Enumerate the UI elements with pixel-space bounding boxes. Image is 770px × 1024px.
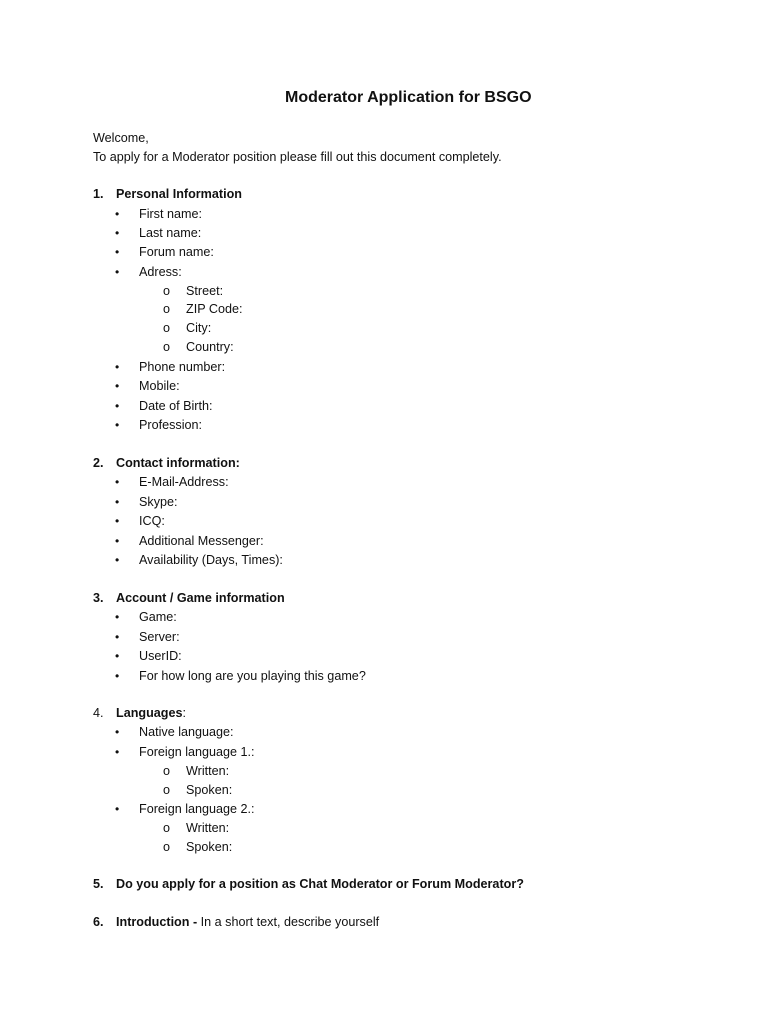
list-item: Forum name: [139, 245, 214, 259]
list-item: ICQ: [139, 514, 165, 528]
list-item: Mobile: [139, 379, 180, 393]
sub-bullet-icon: o [163, 321, 171, 335]
section-number: 5. [93, 877, 104, 891]
list-item: Additional Messenger: [139, 534, 264, 548]
bullet-icon: • [115, 630, 120, 644]
list-item: Native language: [139, 725, 234, 739]
section-number: 1. [93, 187, 104, 201]
sub-list-item: City: [186, 321, 212, 335]
sub-bullet-icon: o [163, 284, 171, 298]
section-title: Contact information: [116, 456, 240, 470]
list-item: Adress: [139, 265, 182, 279]
bullet-icon: • [115, 610, 120, 624]
bullet-icon: • [115, 553, 120, 567]
bullet-icon: • [115, 418, 120, 432]
list-item: Game: [139, 610, 177, 624]
bullet-icon: • [115, 495, 120, 509]
sub-list-item: Spoken: [186, 840, 233, 854]
bullet-icon: • [115, 360, 120, 374]
list-item: For how long are you playing this game? [139, 669, 366, 683]
list-item: Foreign language 2.: [139, 802, 255, 816]
section-title [116, 706, 186, 720]
bullet-icon: • [115, 725, 120, 739]
sub-bullet-icon: o [163, 840, 171, 854]
welcome-text: Welcome, [93, 131, 149, 145]
list-item: Availability (Days, Times): [139, 553, 283, 567]
document-title: Moderator Application for BSGO [285, 89, 532, 106]
section-title-suffix: : [182, 706, 186, 720]
list-item: Profession: [139, 418, 202, 432]
bullet-icon: • [115, 745, 120, 759]
list-item: Foreign language 1.: [139, 745, 255, 759]
bullet-icon: • [115, 475, 120, 489]
section-number: 4. [93, 706, 104, 720]
sub-list-item: ZIP Code: [186, 302, 243, 316]
section-title-suffix: In a short text, describe yourself [200, 915, 380, 929]
sub-bullet-icon: o [163, 302, 171, 316]
intro-text: To apply for a Moderator position please fill out this document completely. [93, 150, 502, 164]
sub-bullet-icon: o [163, 821, 171, 835]
bullet-icon: • [115, 245, 120, 259]
section-title: Do you apply for a position as Chat Moderator or Forum Moderator? [116, 877, 524, 891]
bullet-icon: • [115, 226, 120, 240]
sub-list-item: Spoken: [186, 783, 233, 797]
bullet-icon: • [115, 379, 120, 393]
bullet-icon: • [115, 399, 120, 413]
list-item: Last name: [139, 226, 202, 240]
section-title: Account / Game information [116, 591, 285, 605]
sub-list-item: Written: [186, 821, 230, 835]
bullet-icon: • [115, 265, 120, 279]
section-number: 3. [93, 591, 104, 605]
section-title [116, 915, 379, 929]
bullet-icon: • [115, 514, 120, 528]
sub-list-item: Country: [186, 340, 234, 354]
section-title-text: Languages [116, 706, 183, 720]
list-item: Server: [139, 630, 180, 644]
bullet-icon: • [115, 649, 120, 663]
list-item: Skype: [139, 495, 178, 509]
list-item: Phone number: [139, 360, 226, 374]
sub-bullet-icon: o [163, 340, 171, 354]
sub-list-item: Street: [186, 284, 224, 298]
list-item: UserID: [139, 649, 182, 663]
list-item: Date of Birth: [139, 399, 213, 413]
bullet-icon: • [115, 669, 120, 683]
sub-list-item: Written: [186, 764, 230, 778]
bullet-icon: • [115, 207, 120, 221]
list-item: E-Mail-Address: [139, 475, 229, 489]
section-title-text: Introduction - [116, 915, 201, 929]
bullet-icon: • [115, 534, 120, 548]
section-number: 6. [93, 915, 104, 929]
list-item: First name: [139, 207, 202, 221]
section-title: Personal Information [116, 187, 242, 201]
sub-bullet-icon: o [163, 764, 171, 778]
bullet-icon: • [115, 802, 120, 816]
section-number: 2. [93, 456, 104, 470]
sub-bullet-icon: o [163, 783, 171, 797]
